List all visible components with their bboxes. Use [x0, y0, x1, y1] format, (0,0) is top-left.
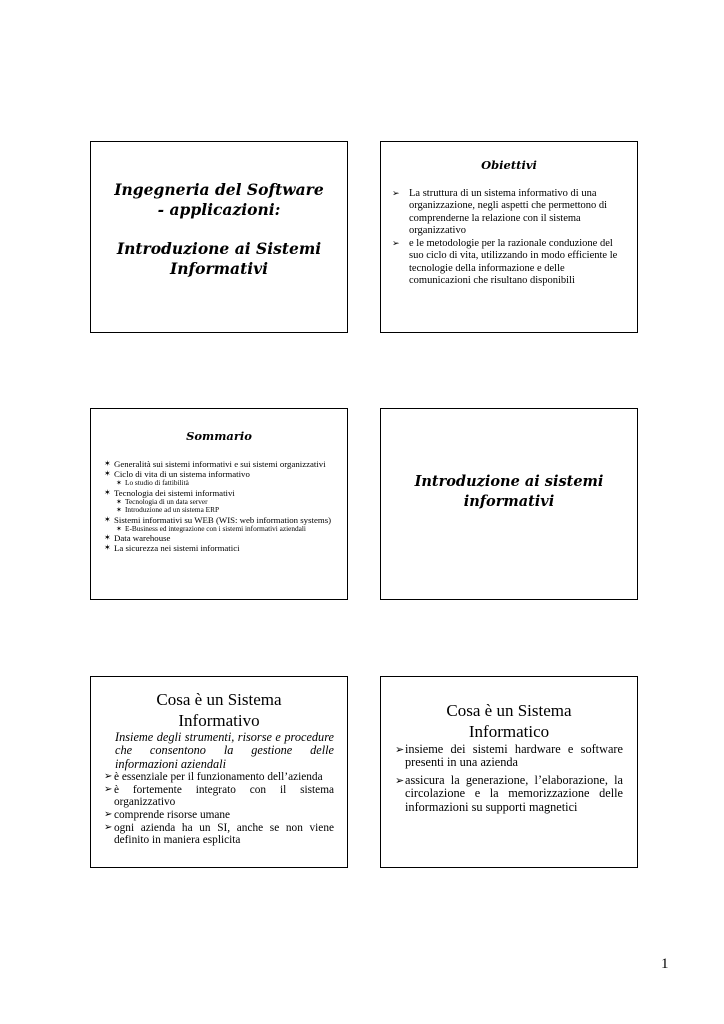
arrow-bullet-icon: ➢	[104, 809, 113, 820]
list-item-text: e le metodologie per la razionale conduzione del suo ciclo di vita, utilizzando in modo efficiente le tecnologie della informazione e delle comunicazioni che risultano disponibili	[409, 238, 618, 287]
arrow-bullet-icon: ➢	[392, 189, 400, 199]
list-item-text: insieme dei sistemi hardware e software presenti in una azienda	[405, 742, 623, 770]
star-bullet-icon: ✶	[116, 497, 122, 506]
list-item	[104, 809, 334, 821]
outline-list	[104, 459, 335, 553]
slide-section-intro	[380, 408, 638, 600]
arrow-bullet-icon: ➢	[104, 783, 113, 795]
list-item	[391, 238, 625, 287]
list-item-text: Introduzione ad un sistema ERP	[125, 505, 220, 515]
list-item-text: Tecnologia dei sistemi informativi	[114, 487, 235, 498]
list-item-text: Tecnologia di un data server	[125, 496, 208, 506]
list-item	[104, 784, 334, 809]
star-bullet-icon: ✶	[104, 533, 111, 543]
list-item-text: E-Business ed integrazione con i sistemi informativi aziendali	[125, 523, 306, 533]
list-item-text: è fortemente integrato con il sistema organizzativo	[114, 783, 334, 809]
star-bullet-icon: ✶	[116, 506, 122, 515]
definition-text: Insieme degli strumenti, risorse e procedure che consentono la gestione delle informazioni aziendali	[115, 730, 334, 771]
list-item	[104, 822, 334, 847]
arrow-bullet-icon: ➢	[395, 773, 405, 787]
list-item-text: Generalità sui sistemi informativi e sui sistemi organizzativi	[114, 459, 326, 469]
subtitle-line: Introduzione ai Sistemi	[116, 239, 322, 258]
slide-heading	[91, 689, 347, 731]
slide-heading	[381, 700, 637, 742]
list-item-text: assicura la generazione, l’elaborazione, la circolazione e la memorizzazione delle informazioni su supporti magnetici	[405, 772, 623, 814]
star-bullet-icon: ✶	[116, 479, 122, 487]
list-item	[104, 459, 335, 469]
star-bullet-icon: ✶	[104, 469, 111, 478]
list-item-text: Data warehouse	[114, 533, 171, 544]
subtitle-line: Informativi	[169, 259, 269, 278]
list-item-text: Ciclo di vita di un sistema informativo	[114, 469, 250, 479]
section-title	[381, 472, 637, 512]
list-item	[104, 533, 335, 543]
title-line: Informatico	[468, 722, 550, 741]
page-number: 1	[661, 956, 669, 972]
list-item-text: ogni azienda ha un SI, anche se non viene definito in maniera esplicita	[114, 821, 334, 847]
title-line: Introduzione ai sistemi	[414, 473, 604, 490]
slide-title-text	[91, 180, 347, 279]
list-item-text: La struttura di un sistema informativo di una organizzazione, negli aspetti che permettono di comprenderne la relazione con il sistema organizzativo	[409, 188, 608, 236]
arrow-bullet-icon: ➢	[104, 771, 113, 782]
title-line: Cosa è un Sistema	[156, 690, 282, 709]
title-line: Ingegneria del Software	[114, 180, 324, 199]
list-item	[104, 543, 335, 553]
arrow-bullet-icon: ➢	[395, 743, 405, 756]
list-item	[395, 774, 623, 814]
star-bullet-icon: ✶	[104, 487, 111, 497]
bullet-list	[104, 771, 334, 847]
slide-title	[90, 141, 348, 333]
slide-obiettivi	[380, 141, 638, 333]
star-bullet-icon: ✶	[104, 459, 111, 468]
title-line: informativi	[463, 493, 555, 510]
slide-sistema-informatico	[380, 676, 638, 868]
slide-heading: Obiettivi	[481, 158, 537, 172]
list-item-text: comprende risorse umane	[114, 809, 231, 821]
slide-sommario	[90, 408, 348, 600]
slide-heading: Sommario	[186, 429, 252, 443]
list-subitem	[104, 479, 335, 488]
arrow-bullet-icon: ➢	[392, 239, 400, 250]
arrow-bullet-icon: ➢	[104, 821, 113, 833]
list-item	[104, 771, 334, 783]
title-line: Informativo	[178, 711, 260, 730]
list-subitem	[104, 506, 335, 515]
list-item	[395, 743, 623, 770]
list-subitem	[104, 525, 335, 534]
star-bullet-icon: ✶	[104, 543, 111, 553]
bullet-list	[391, 188, 625, 288]
list-item	[391, 188, 625, 237]
title-line: Cosa è un Sistema	[446, 701, 572, 720]
title-line: - applicazioni:	[157, 200, 281, 219]
list-item-text: Lo studio di fattibilità	[125, 478, 189, 487]
bullet-list	[395, 743, 623, 818]
list-item-text: Sistemi informativi su WEB (WIS: web information systems)	[114, 514, 332, 525]
slide-sistema-informativo	[90, 676, 348, 868]
list-item-text: è essenziale per il funzionamento dell’azienda	[114, 771, 323, 783]
star-bullet-icon: ✶	[116, 524, 122, 533]
list-item-text: La sicurezza nei sistemi informatici	[114, 543, 240, 554]
star-bullet-icon: ✶	[104, 514, 111, 524]
